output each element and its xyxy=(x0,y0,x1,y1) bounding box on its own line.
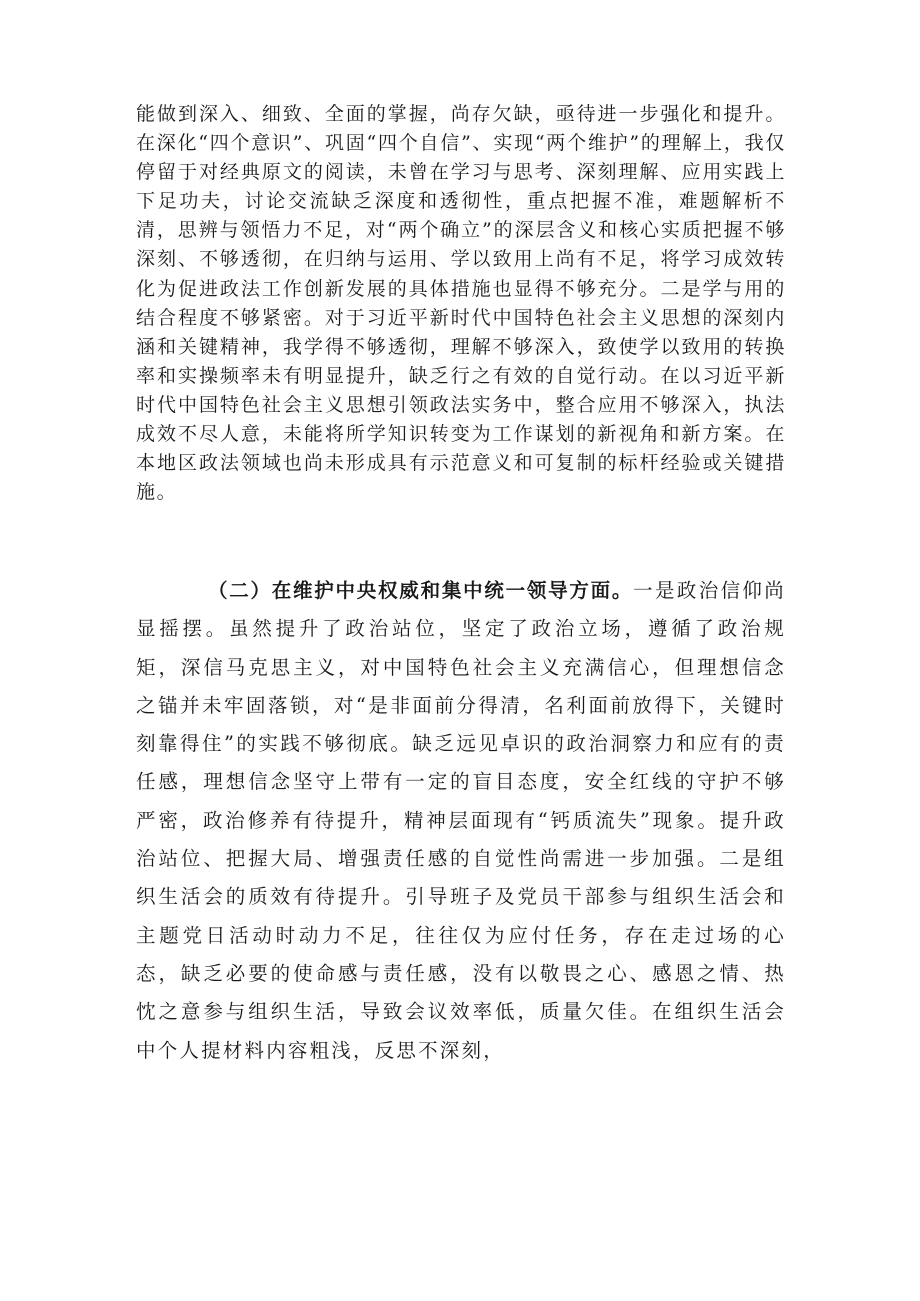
body-paragraph-section-two xyxy=(136,572,786,1070)
section-body-text: 一是政治信仰尚显摇摆。虽然提升了政治站位，坚定了政治立场，遵循了政治规矩，深信马克思主义，对中国特色社会主义充满信心，但理想信念之锚并未牢固落锁，对“是非面前分得清，名利面前放得下，关键时刻靠得住”的实践不够彻底。缺乏远见卓识的政治洞察力和应有的责任感，理想信念坚守上带有一定的盲目态度，安全红线的守护不够严密，政治修养有待提升，精神层面现有“钙质流失”现象。提升政治站位、把握大局、增强责任感的自觉性尚需进一步加强。二是组织生活会的质效有待提升。引导班子及党员干部参与组织生活会和主题党日活动时动力不足，往往仅为应付任务，存在走过场的心态，缺乏必要的使命感与责任感，没有以敬畏之心、感恩之情、热忱之意参与组织生活，导致会议效率低，质量欠佳。在组织生活会中个人提材料内容粗浅，反思不深刻， xyxy=(136,579,786,1062)
section-heading: （二）在维护中央权威和集中统一领导方面。 xyxy=(208,579,634,602)
body-paragraph: 能做到深入、细致、全面的掌握，尚存欠缺，亟待进一步强化和提升。在深化“四个意识”、巩固“四个自信”、实现“两个维护”的理解上，我仅停留于对经典原文的阅读，未曾在学习与思考、深刻理解、应用实践上下足功夫，讨论交流缺乏深度和透彻性，重点把握不准，难题解析不清，思辨与领悟力不足，对“两个确立”的深层含义和核心实质把握不够深刻、不够透彻，在归纳与运用、学以致用上尚有不足，将学习成效转化为促进政法工作创新发展的具体措施也显得不够充分。二是学与用的结合程度不够紧密。对于习近平新时代中国特色社会主义思想的深刻内涵和关键精神，我学得不够透彻，理解不够深入，致使学以致用的转换率和实操频率未有明显提升，缺乏行之有效的自觉行动。在以习近平新时代中国特色社会主义思想引领政法实务中，整合应用不够深入，执法成效不尽人意，未能将所学知识转变为工作谋划的新视角和新方案。在本地区政法领域也尚未形成具有示范意义和可复制的标杆经验或关键措施。 xyxy=(136,103,786,504)
